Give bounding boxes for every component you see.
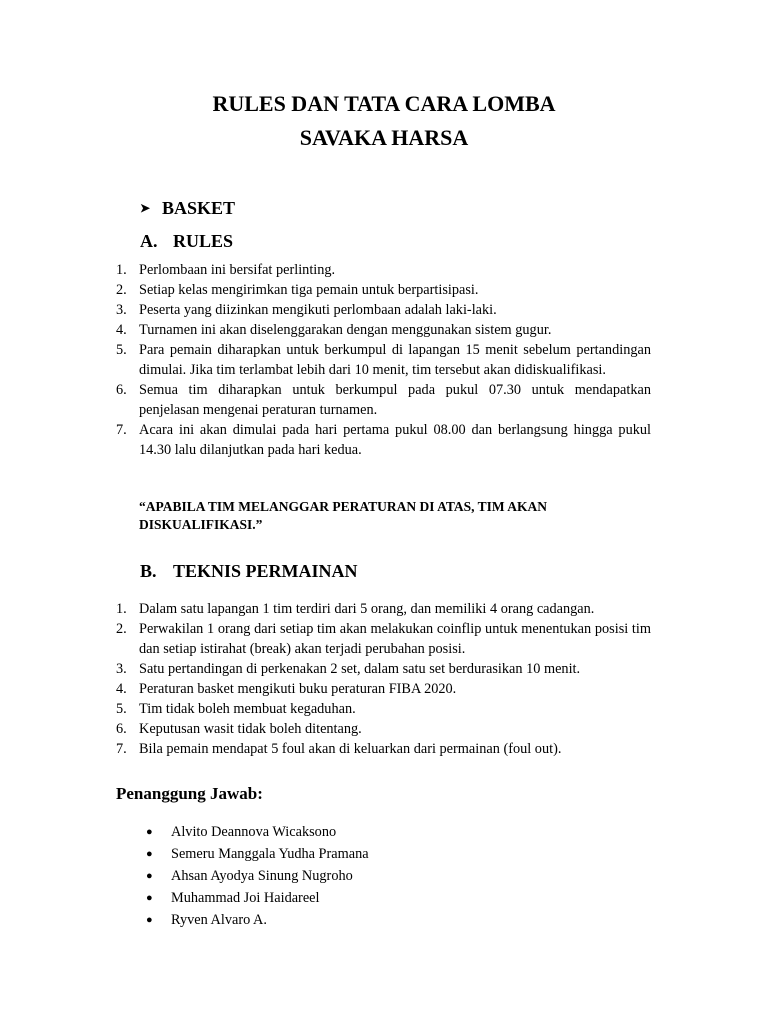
list-item: 2. Perwakilan 1 orang dari setiap tim akan melakukan coinflip untuk menentukan posisi tim dan setiap istirahat (break) akan terjadi perubahan posisi.	[116, 621, 651, 657]
list-item: 3. Satu pertandingan di perkenakan 2 set, dalam satu set berdurasikan 10 menit.	[116, 661, 581, 677]
list-item: ● Muhammad Joi Haidareel	[146, 887, 369, 909]
list-item: 4. Peraturan basket mengikuti buku peraturan FIBA 2020.	[116, 681, 457, 697]
list-item: 6. Keputusan wasit tidak boleh ditentang.	[116, 721, 362, 737]
responsible-heading: Penanggung Jawab:	[116, 784, 263, 803]
section-a-heading	[140, 230, 233, 252]
list-item: ● Alvito Deannova Wicaksono	[146, 821, 369, 843]
list-item: ● Semeru Manggala Yudha Pramana	[146, 843, 369, 865]
list-item: 4. Turnamen ini akan diselenggarakan dengan menggunakan sistem gugur.	[116, 322, 552, 338]
section-a-label: RULES	[173, 231, 234, 251]
document-title	[0, 88, 768, 156]
technical-list	[116, 599, 651, 759]
list-item: ● Ahsan Ayodya Sinung Nugroho	[146, 865, 369, 887]
list-item: 1. Dalam satu lapangan 1 tim terdiri dari 5 orang, dan memiliki 4 orang cadangan.	[116, 601, 595, 617]
title-line-2: SAVAKA HARSA	[299, 125, 469, 150]
bullet-icon: ●	[146, 848, 153, 860]
arrow-bullet-icon: ➤	[140, 201, 151, 215]
bullet-icon: ●	[146, 914, 153, 926]
section-b-heading	[140, 560, 358, 582]
sport-heading	[140, 197, 235, 219]
list-item: 5. Tim tidak boleh membuat kegaduhan.	[116, 701, 356, 717]
list-item: 7. Acara ini akan dimulai pada hari pertama pukul 08.00 dan berlangsung hingga pukul 14.30 lalu dilanjutkan pada hari kedua.	[116, 422, 651, 458]
list-item: ● Ryven Alvaro A.	[146, 909, 369, 931]
section-a-letter: A.	[140, 231, 158, 251]
list-item: 5. Para pemain diharapkan untuk berkumpul di lapangan 15 menit sebelum pertandingan dimulai. Jika tim terlambat lebih dari 10 menit, tim tersebut akan didiskualifikasi.	[116, 342, 651, 378]
bullet-icon: ●	[146, 892, 153, 904]
list-item: 7. Bila pemain mendapat 5 foul akan di keluarkan dari permainan (foul out).	[116, 741, 562, 757]
list-item: 3. Peserta yang diizinkan mengikuti perlombaan adalah laki-laki.	[116, 302, 497, 318]
rules-list	[116, 260, 651, 460]
section-b-label: TEKNIS PERMAINAN	[173, 561, 358, 581]
responsible-list	[146, 821, 369, 931]
list-item: 1. Perlombaan ini bersifat perlinting.	[116, 262, 336, 278]
section-b-letter: B.	[140, 561, 157, 581]
disqualification-warning: “APABILA TIM MELANGGAR PERATURAN DI ATAS, TIM AKAN DISKUALIFIKASI.”	[139, 499, 548, 532]
bullet-icon: ●	[146, 870, 153, 882]
sport-label: BASKET	[162, 198, 236, 218]
title-line-1: RULES DAN TATA CARA LOMBA	[212, 91, 556, 116]
list-item: 2. Setiap kelas mengirimkan tiga pemain untuk berpartisipasi.	[116, 282, 479, 298]
bullet-icon: ●	[146, 826, 153, 838]
list-item: 6. Semua tim diharapkan untuk berkumpul pada pukul 07.30 untuk mendapatkan penjelasan mengenai peraturan turnamen.	[116, 382, 651, 418]
